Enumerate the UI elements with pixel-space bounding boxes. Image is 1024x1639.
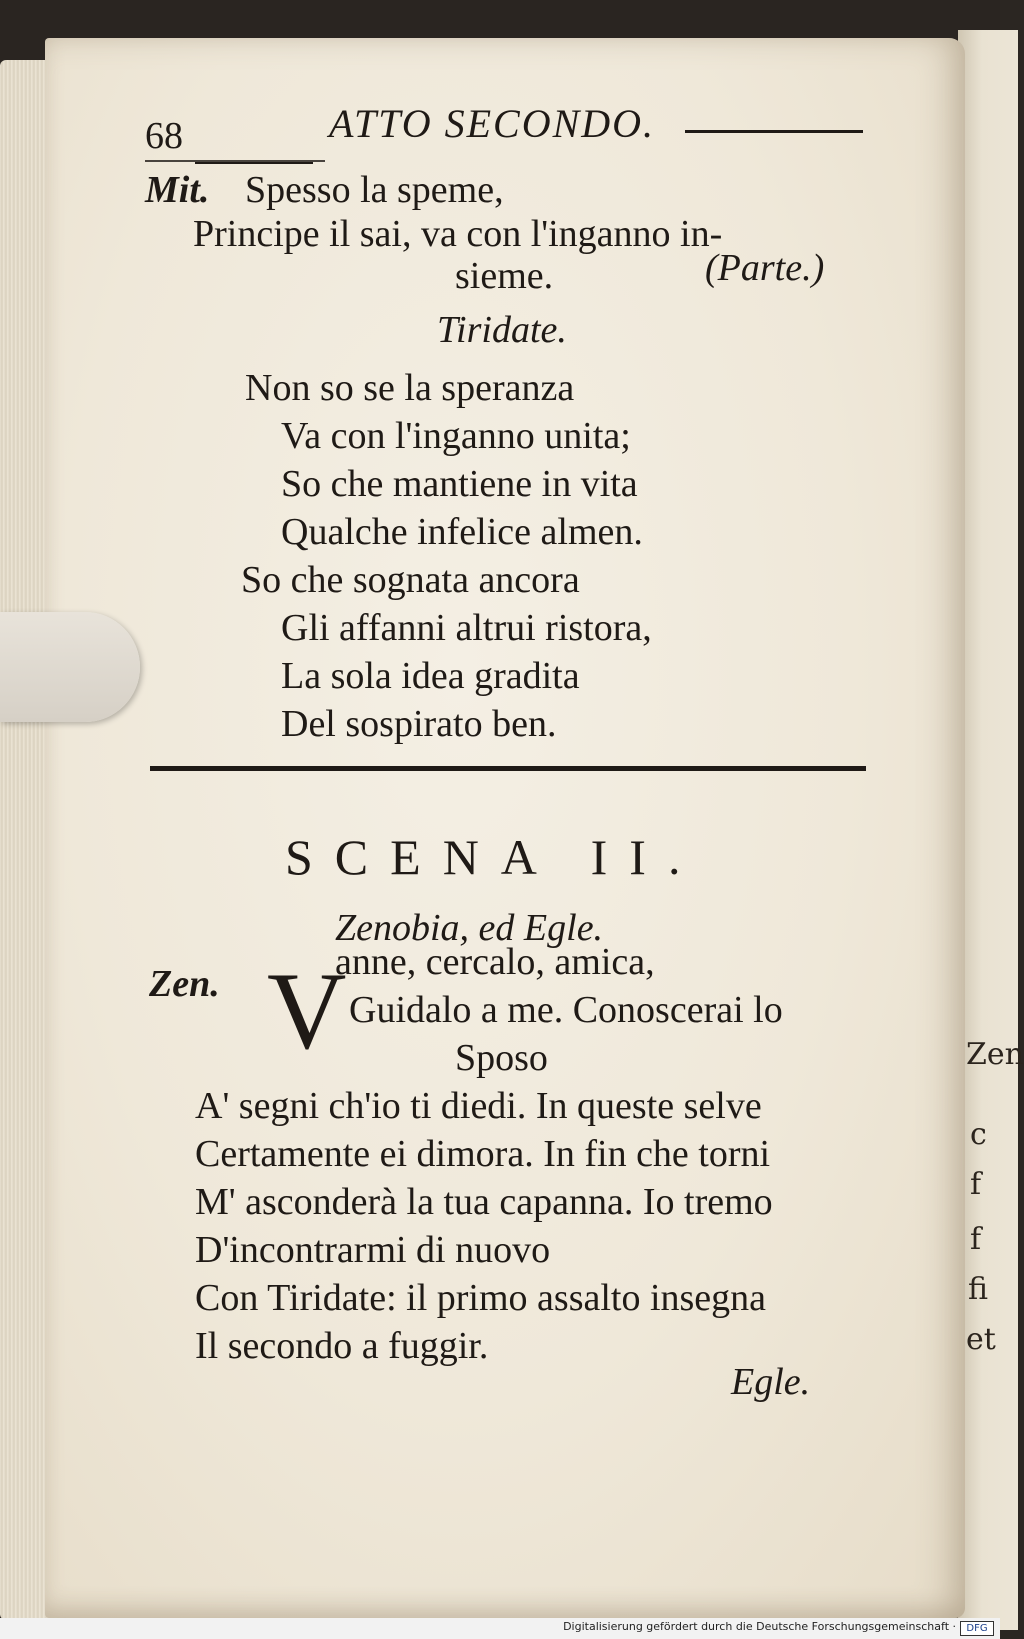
verse-line: sieme. [455,255,554,297]
verse-line: D'incontrarmi di nuovo [195,1229,551,1271]
verse-line: Sposo [455,1037,548,1079]
scene-title: SCENA II. [285,829,703,885]
bookmark-tab [0,612,140,722]
aria-line: La sola idea gradita [281,655,580,697]
speaker-zenobia: Zen. [149,963,220,1005]
next-page-fragment: c [970,1117,987,1152]
next-page-fragment: f [970,1222,982,1257]
verse-line: anne, cercalo, amica, [335,941,655,983]
stage-direction: (Parte.) [705,247,825,289]
verse-line: Il secondo a fuggir. [195,1325,489,1367]
page-number: 68 [145,115,183,157]
dfg-logo: DFG [960,1621,994,1636]
next-page-fragment: Zen [966,1037,1024,1072]
page-text [45,38,965,1618]
scene-divider-rule [150,766,866,771]
scene-persons: Zenobia, ed Egle. [335,907,604,949]
next-page-fragment: fi [968,1272,989,1307]
verse-line: M' asconderà la tua capanna. Io tremo [195,1181,773,1223]
speaker-mitrane: Mit. [145,169,210,211]
next-page-edge [958,30,1024,1630]
header-underline [145,160,325,162]
verse-line: Certamente ei dimora. In fin che torni [195,1133,771,1175]
running-title: ATTO SECONDO. [329,101,656,146]
aria-line: Del sospirato ben. [281,703,557,745]
aria-line: So che sognata ancora [241,559,580,601]
verse-line: A' segni ch'io ti diedi. In queste selve [195,1085,762,1127]
verse-line: Con Tiridate: il primo assalto insegna [195,1277,767,1319]
aria-line: So che mantiene in vita [281,463,638,505]
header-rule-right [685,130,863,133]
digitization-credit: Digitalisierung gefördert durch die Deutsche Forschungsgemeinschaft · [563,1620,956,1633]
next-page-fragment: et [966,1322,996,1357]
verse-line: Guidalo a me. Conoscerai lo [349,989,783,1031]
aria-line: Qualche infelice almen. [281,511,643,553]
book-page [45,38,965,1618]
aria-line: Gli affanni altrui ristora, [281,607,652,649]
aria-singer: Tiridate. [437,309,567,351]
drop-capital: V [267,950,347,1072]
aria-line: Va con l'inganno unita; [281,415,631,457]
catchword: Egle. [731,1361,811,1403]
aria-line: Non so se la speranza [245,367,575,409]
verse-line: Spesso la speme, [245,169,504,211]
next-page-fragment: f [970,1167,982,1202]
verse-line: Principe il sai, va con l'inganno in- [193,213,723,255]
header-rule-left [195,162,313,164]
